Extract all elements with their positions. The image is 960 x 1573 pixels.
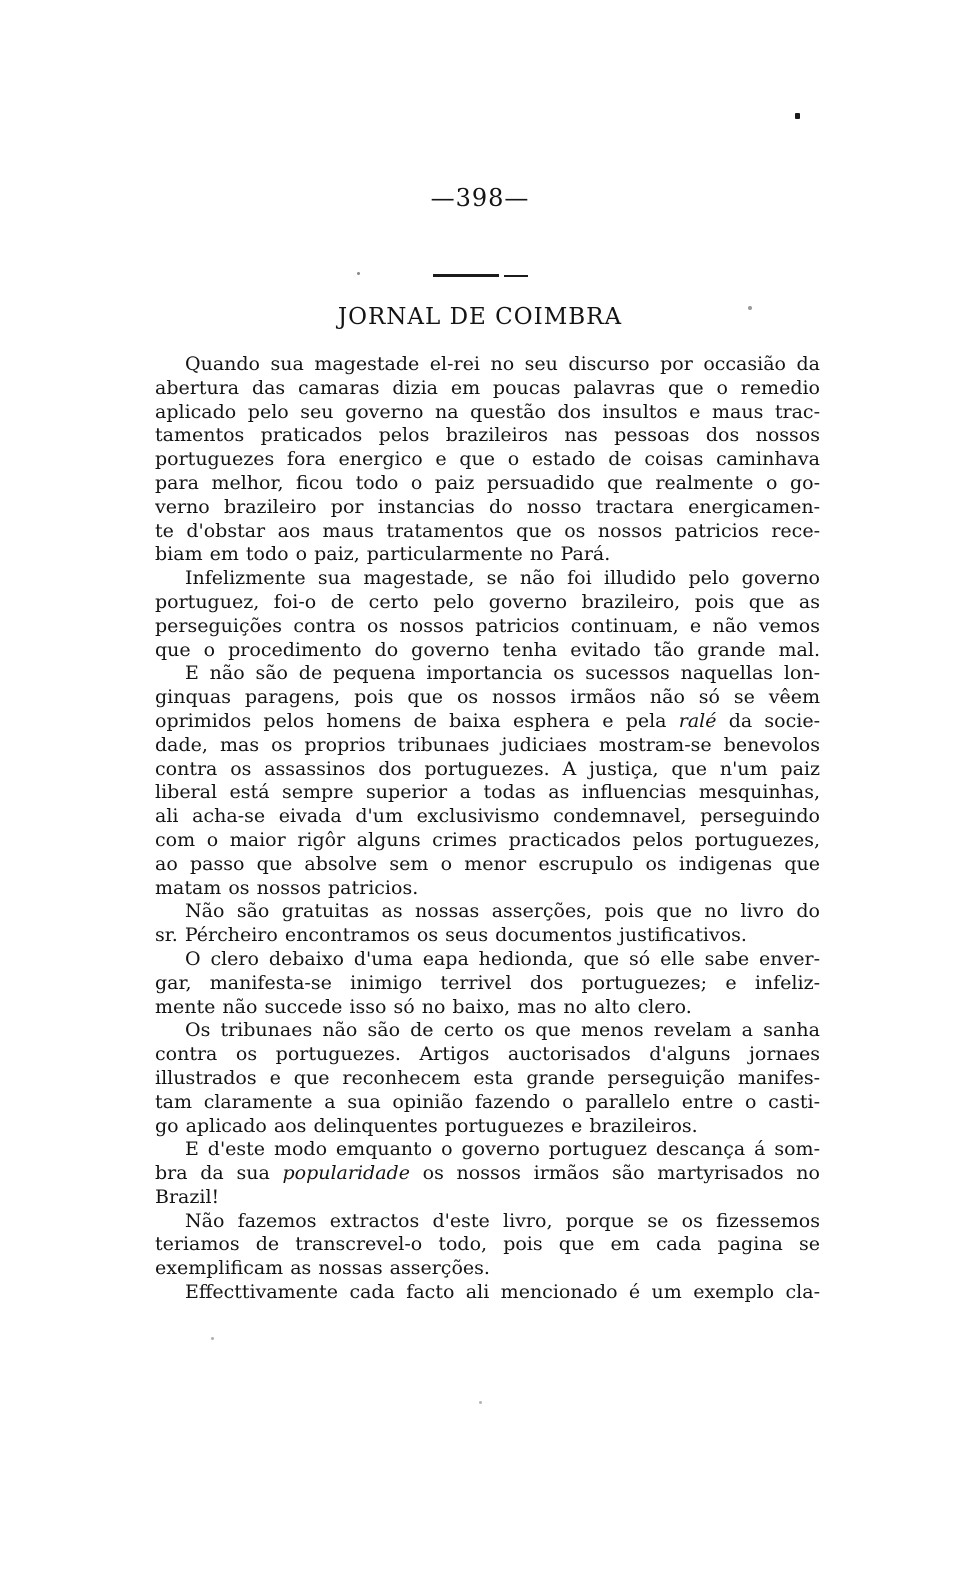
text-segment: Não são gratuitas as nossas asserções, pois que no livro do [185,900,820,923]
text-line [155,591,820,615]
divider-segment [433,274,499,277]
text-line [155,1162,820,1186]
text-line [155,924,820,948]
text-segment: go aplicado aos delinquentes portuguezes e brazileiros. [155,1114,698,1137]
text-segment: tamentos praticados pelos brazileiros nas pessoas dos nossos [155,424,820,447]
section-divider [0,274,960,277]
text-line [155,496,820,520]
text-line [155,1210,820,1234]
text-line [155,948,820,972]
paragraph [155,353,820,567]
text-segment: E não são de pequena importancia os sucessos naquellas lon- [185,662,820,685]
text-line [155,1019,820,1043]
text-line [155,639,820,663]
paragraph [155,1210,820,1281]
text-segment: mente não succede isso só no baixo, mas no alto clero. [155,995,692,1018]
text-line [155,853,820,877]
text-segment: matam os nossos patricios. [155,876,419,899]
text-segment: contra os portuguezes. Artigos auctorisados d'alguns jornaes [155,1043,820,1066]
text-segment: que o procedimento do governo tenha evitado tão grande mal. [155,638,820,661]
text-line [155,900,820,924]
text-segment: portuguez, foi-o de certo pelo governo brazileiro, pois que as [155,590,820,613]
text-segment: O clero debaixo d'uma eapa hedionda, que só elle sabe enver- [185,947,820,970]
text-segment: teriamos de transcrevel-o todo, pois que em cada pagina se [155,1233,820,1256]
paragraph [155,1281,820,1305]
paragraph [155,1138,820,1209]
text-segment: Effecttivamente cada facto ali mencionado é um exemplo cla- [185,1281,820,1304]
italic-word: ralé [678,709,717,732]
text-segment: perseguições contra os nossos patricios continuam, e não vemos [155,614,820,637]
text-segment: sr. Pércheiro encontramos os seus documentos justificativos. [155,924,747,947]
text-line [155,781,820,805]
paragraph [155,662,820,900]
text-segment: oprimidos pelos homens de baixa esphera e pela [155,709,679,732]
article-body [155,353,820,1305]
paragraph [155,1019,820,1138]
paragraph [155,900,820,948]
scan-speck [479,1401,482,1404]
divider-segment [504,275,528,277]
paragraph [155,567,820,662]
text-segment: Infelizmente sua magestade, se não foi illudido pelo governo [185,567,820,590]
text-line [155,1091,820,1115]
scan-speck [357,272,360,275]
text-segment: com o maior rigôr alguns crimes practicados pelos portuguezes, [155,828,820,851]
page-number: —398— [430,184,530,212]
text-segment: Quando sua magestade el-rei no seu discurso por occasião da [185,353,820,375]
text-segment: portuguezes fora energico e que o estado de coisas caminhava [155,448,820,471]
scan-speck [795,113,800,119]
text-segment: E d'este modo emquanto o governo portuguez descança á som- [185,1138,820,1161]
text-segment: exemplificam as nossas asserções. [155,1257,490,1280]
text-line [155,972,820,996]
text-segment: ali acha-se eivada d'um exclusivismo condemnavel, perseguindo [155,805,820,828]
text-segment: Não fazemos extractos d'este livro, porque se os fizessemos [185,1209,820,1232]
text-line [155,543,820,567]
text-segment: da socie- [716,709,820,732]
text-segment: tam claramente a sua opinião fazendo o parallelo entre o casti- [155,1090,820,1113]
scan-speck [211,1337,214,1340]
article-title: JORNAL DE COIMBRA [337,304,623,330]
text-segment: illustrados e que reconhecem esta grande perseguição manifes- [155,1066,820,1089]
text-segment: biam em todo o paiz, particularmente no Pará. [155,543,611,566]
text-segment: gar, manifesta-se inimigo terrivel dos portuguezes; e infeliz- [155,971,820,994]
text-line [155,520,820,544]
text-segment: Os tribunaes não são de certo os que menos revelam a sanha [185,1019,820,1042]
text-line [155,829,820,853]
text-segment: ginquas paragens, pois que os nossos irmãos não só se vêem [155,686,820,709]
text-line [155,1186,820,1210]
italic-word: popularidade [282,1162,410,1185]
text-line [155,353,820,377]
scan-speck [748,306,752,310]
text-line [155,377,820,401]
text-line [155,996,820,1020]
text-line [155,401,820,425]
text-segment: abertura das camaras dizia em poucas palavras que o remedio [155,376,820,399]
text-segment: verno brazileiro por instancias do nosso tractara energicamen- [155,495,820,518]
text-segment: te d'obstar aos maus tratamentos que os nossos patricios rece- [155,519,820,542]
text-segment: bra da sua [155,1162,283,1185]
text-line [155,877,820,901]
text-line [155,1138,820,1162]
text-segment: contra os assassinos dos portuguezes. A justiça, que n'um paiz [155,757,820,780]
text-segment: liberal está sempre superior a todas as influencias mesquinhas, [155,781,820,804]
text-line [155,1233,820,1257]
text-line [155,615,820,639]
text-line [155,710,820,734]
paragraph [155,948,820,1019]
text-line [155,1115,820,1139]
text-line [155,734,820,758]
text-segment: para melhor, ficou todo o paiz persuadido que realmente o go- [155,471,820,494]
text-line [155,424,820,448]
text-line [155,1281,820,1305]
text-line [155,662,820,686]
text-line [155,1257,820,1281]
text-segment: aplicado pelo seu governo na questão dos insultos e maus trac- [155,400,820,423]
text-line [155,805,820,829]
text-segment: dade, mas os proprios tribunaes judiciaes mostram-se benevolos [155,733,820,756]
text-line [155,448,820,472]
text-line [155,758,820,782]
text-line [155,1067,820,1091]
text-segment: ao passo que absolve sem o menor escrupulo os indigenas que [155,852,820,875]
text-line [155,472,820,496]
text-line [155,567,820,591]
text-line [155,1043,820,1067]
text-segment: os nossos irmãos são martyrisados no [409,1162,820,1185]
text-segment: Brazil! [155,1185,220,1208]
text-line [155,686,820,710]
